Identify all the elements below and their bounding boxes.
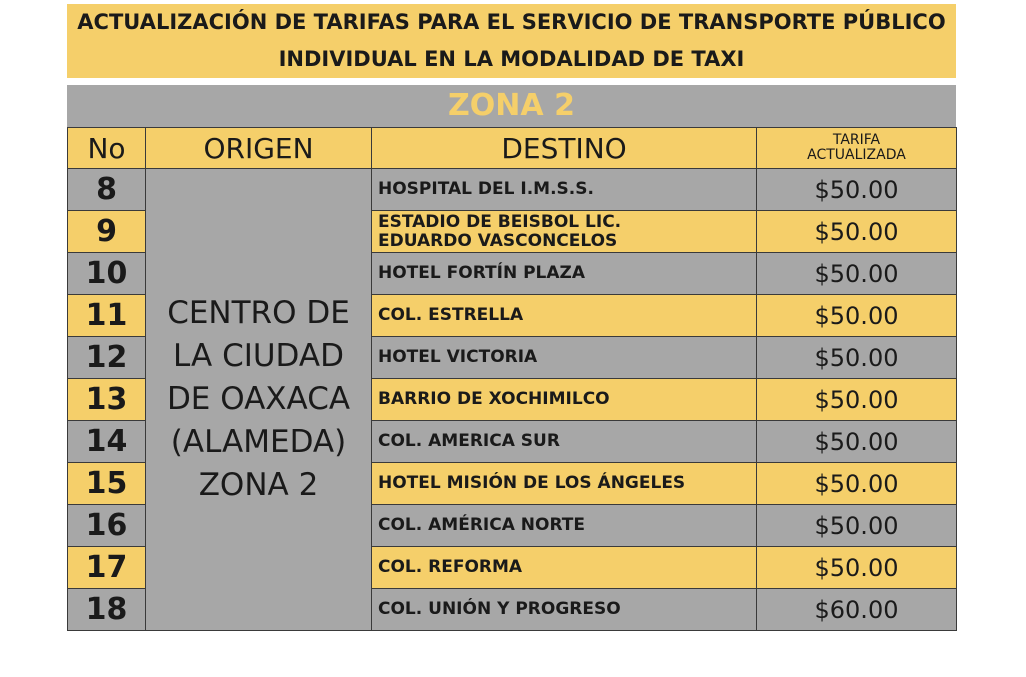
origin-line: CENTRO DE [167, 295, 350, 331]
origin-line: (ALAMEDA) [170, 424, 347, 460]
fare-cell: $50.00 [757, 253, 957, 295]
destination-line: HOTEL VICTORIA [378, 347, 538, 367]
destination-line: HOTEL FORTÍN PLAZA [378, 263, 586, 283]
destination-line: COL. AMERICA SUR [378, 431, 560, 451]
header-row [68, 128, 957, 169]
document-title [67, 4, 956, 78]
destination-line: COL. REFORMA [378, 557, 523, 577]
zone-label: ZONA 2 [448, 88, 575, 123]
destination-cell [372, 211, 757, 253]
fare-cell: $60.00 [757, 589, 957, 631]
destination-cell [372, 337, 757, 379]
destination-cell [372, 505, 757, 547]
destination-line: COL. ESTRELLA [378, 305, 524, 325]
destination-cell [372, 589, 757, 631]
row-number: 15 [68, 463, 146, 505]
fare-cell: $50.00 [757, 547, 957, 589]
fare-cell: $50.00 [757, 421, 957, 463]
title-line-1: ACTUALIZACIÓN DE TARIFAS PARA EL SERVICIO DE TRANSPORTE PÚBLICO [77, 10, 946, 34]
destination-cell [372, 421, 757, 463]
destination-line: EDUARDO VASCONCELOS [378, 230, 618, 251]
destination-line: HOTEL MISIÓN DE LOS ÁNGELES [378, 473, 686, 493]
row-number: 18 [68, 589, 146, 631]
row-number: 9 [68, 211, 146, 253]
fare-cell: $50.00 [757, 379, 957, 421]
row-number: 8 [68, 169, 146, 211]
title-line-2: INDIVIDUAL EN LA MODALIDAD DE TAXI [278, 47, 745, 71]
header-fare-line-2: ACTUALIZADA [807, 147, 906, 163]
destination-cell [372, 253, 757, 295]
fare-cell: $50.00 [757, 211, 957, 253]
row-number: 13 [68, 379, 146, 421]
header-origin: ORIGEN [146, 128, 372, 169]
fare-table [67, 127, 957, 631]
origin-line: ZONA 2 [198, 467, 319, 503]
header-no: No [68, 128, 146, 169]
destination-cell [372, 379, 757, 421]
row-number: 11 [68, 295, 146, 337]
fare-cell: $50.00 [757, 505, 957, 547]
fare-cell: $50.00 [757, 463, 957, 505]
zone-banner [67, 85, 956, 127]
destination-line: ESTADIO DE BEISBOL LIC. [378, 211, 622, 232]
table-row [68, 169, 957, 211]
header-destination: DESTINO [372, 128, 757, 169]
row-number: 10 [68, 253, 146, 295]
row-number: 12 [68, 337, 146, 379]
fare-cell: $50.00 [757, 337, 957, 379]
row-number: 16 [68, 505, 146, 547]
destination-line: HOSPITAL DEL I.M.S.S. [378, 179, 594, 199]
destination-cell [372, 547, 757, 589]
destination-cell [372, 463, 757, 505]
origin-cell [146, 169, 372, 631]
destination-line: COL. UNIÓN Y PROGRESO [378, 599, 621, 619]
destination-line: BARRIO DE XOCHIMILCO [378, 389, 610, 409]
fare-cell: $50.00 [757, 169, 957, 211]
row-number: 14 [68, 421, 146, 463]
destination-cell [372, 169, 757, 211]
fare-cell: $50.00 [757, 295, 957, 337]
origin-line: LA CIUDAD [173, 338, 344, 374]
destination-line: COL. AMÉRICA NORTE [378, 515, 586, 535]
row-number: 17 [68, 547, 146, 589]
header-fare [757, 128, 957, 169]
origin-line: DE OAXACA [166, 381, 351, 417]
destination-cell [372, 295, 757, 337]
header-fare-line-1: TARIFA [832, 132, 881, 148]
